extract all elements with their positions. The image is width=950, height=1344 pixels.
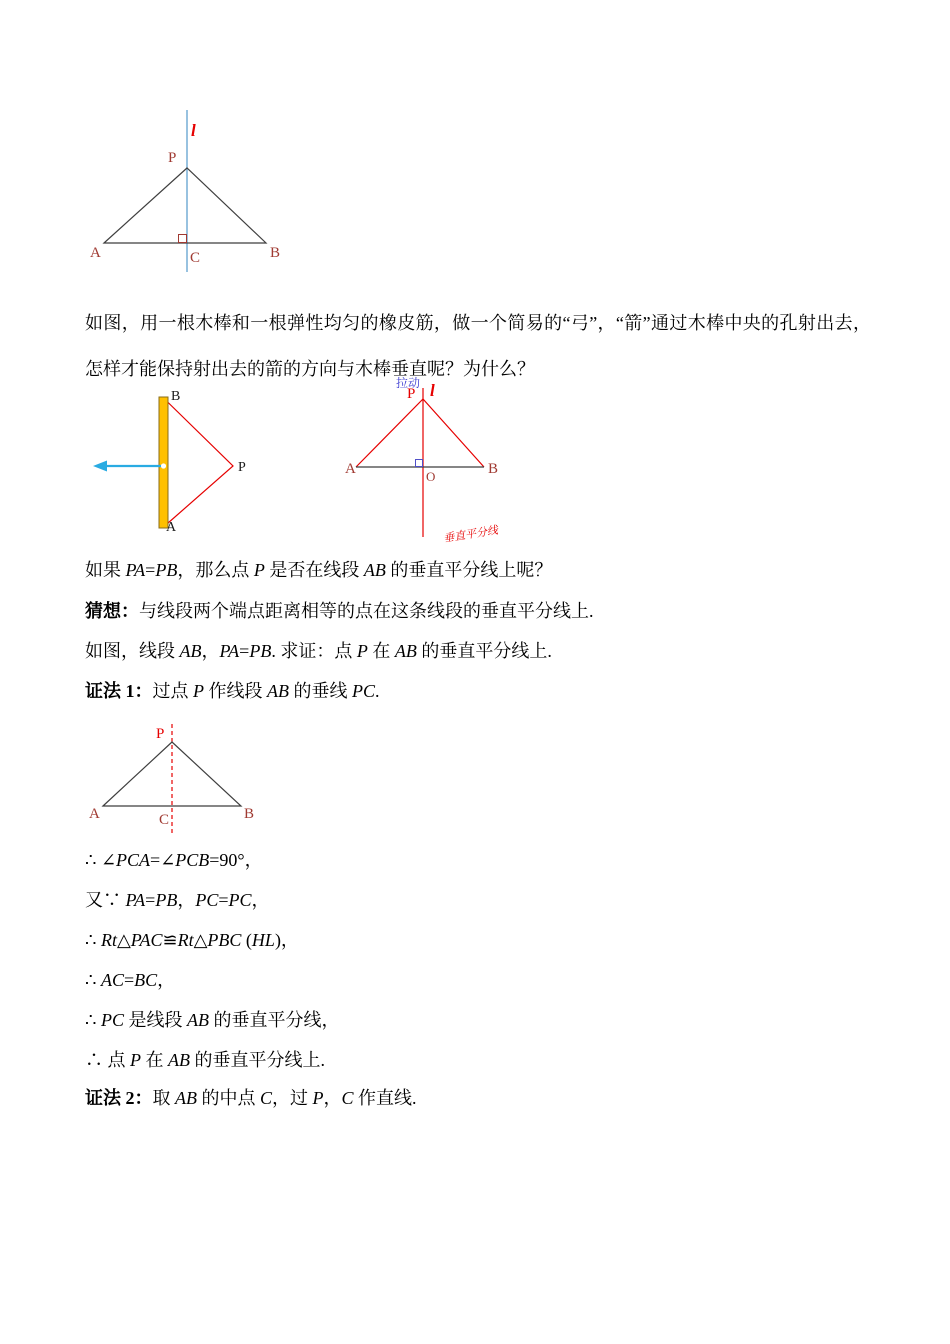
arrow-head xyxy=(93,461,107,472)
proof2-label: 证法 2： xyxy=(85,1088,153,1108)
guess-label: 猜想： xyxy=(85,601,139,621)
triangle-outline xyxy=(104,168,266,243)
proof1-intro-line xyxy=(85,679,380,703)
proof1-intro: 过点 P 作线段 AB 的垂线 PC. xyxy=(152,681,380,701)
label-O: O xyxy=(426,469,436,484)
label-B: B xyxy=(270,245,281,261)
stick-hole xyxy=(161,463,166,468)
figure-bow-and-arrow xyxy=(88,384,253,536)
proof-step: ∴ ∠PCA=∠PCB=90°， xyxy=(85,850,263,870)
proof-step: ∴ AC=BC， xyxy=(85,970,176,990)
label-C: C xyxy=(190,250,201,266)
label-A: A xyxy=(345,461,356,477)
label-A: A xyxy=(166,520,177,535)
label-P: P xyxy=(156,726,165,742)
right-angle-mark xyxy=(179,235,187,243)
label-A: A xyxy=(89,806,100,822)
bisector-caption: 垂直平分线 xyxy=(442,524,499,545)
label-P: P xyxy=(168,150,177,166)
figure-dynamic-perpendicular-bisector xyxy=(345,374,507,552)
label-B: B xyxy=(171,389,181,404)
label-P: P xyxy=(238,460,246,475)
label-l: l xyxy=(430,381,435,400)
figure-triangle-perpendicular-bisector xyxy=(78,108,293,276)
guess-line xyxy=(85,599,594,623)
proof-step: ∴ 点 P 在 AB 的垂直平分线上. xyxy=(85,1050,325,1070)
label-B: B xyxy=(488,461,499,477)
intro-paragraph: 如图，用一根木棒和一根弹性均匀的橡皮筋，做一个简易的“弓”，“箭”通过木棒中央的孔射出去，怎样才能保持射出去的箭的方向与木棒垂直呢？为什么？ xyxy=(85,313,871,379)
label-C: C xyxy=(159,812,170,828)
label-A: A xyxy=(90,245,101,261)
right-angle-mark xyxy=(416,460,423,467)
rubber-band-lines xyxy=(164,398,234,527)
question-line: 如果 PA=PB，那么点 P 是否在线段 AB 的垂直平分线上呢？ xyxy=(85,560,553,580)
proof-step: ∴ Rt△PAC≌Rt△PBC (HL)， xyxy=(85,930,299,950)
label-P: P xyxy=(407,386,416,402)
proof-step: ∴ PC 是线段 AB 的垂直平分线， xyxy=(85,1010,340,1030)
triangle-red-sides xyxy=(356,399,484,467)
given-line: 如图，线段 AB，PA=PB. 求证：点 P 在 AB 的垂直平分线上. xyxy=(85,641,552,661)
wood-stick-bar xyxy=(159,397,168,528)
proof-step: 又∵ PA=PB，PC=PC， xyxy=(85,890,270,910)
figure-proof-triangle xyxy=(83,720,255,840)
proof1-label: 证法 1： xyxy=(85,681,153,701)
proof2-intro: 取 AB 的中点 C，过 P，C 作直线. xyxy=(152,1088,417,1108)
proof2-intro-line xyxy=(85,1086,417,1110)
guess-text: 与线段两个端点距离相等的点在这条线段的垂直平分线上. xyxy=(139,601,594,621)
label-B: B xyxy=(244,806,255,822)
label-l: l xyxy=(191,121,196,140)
drag-note: 拉动 xyxy=(396,376,421,390)
